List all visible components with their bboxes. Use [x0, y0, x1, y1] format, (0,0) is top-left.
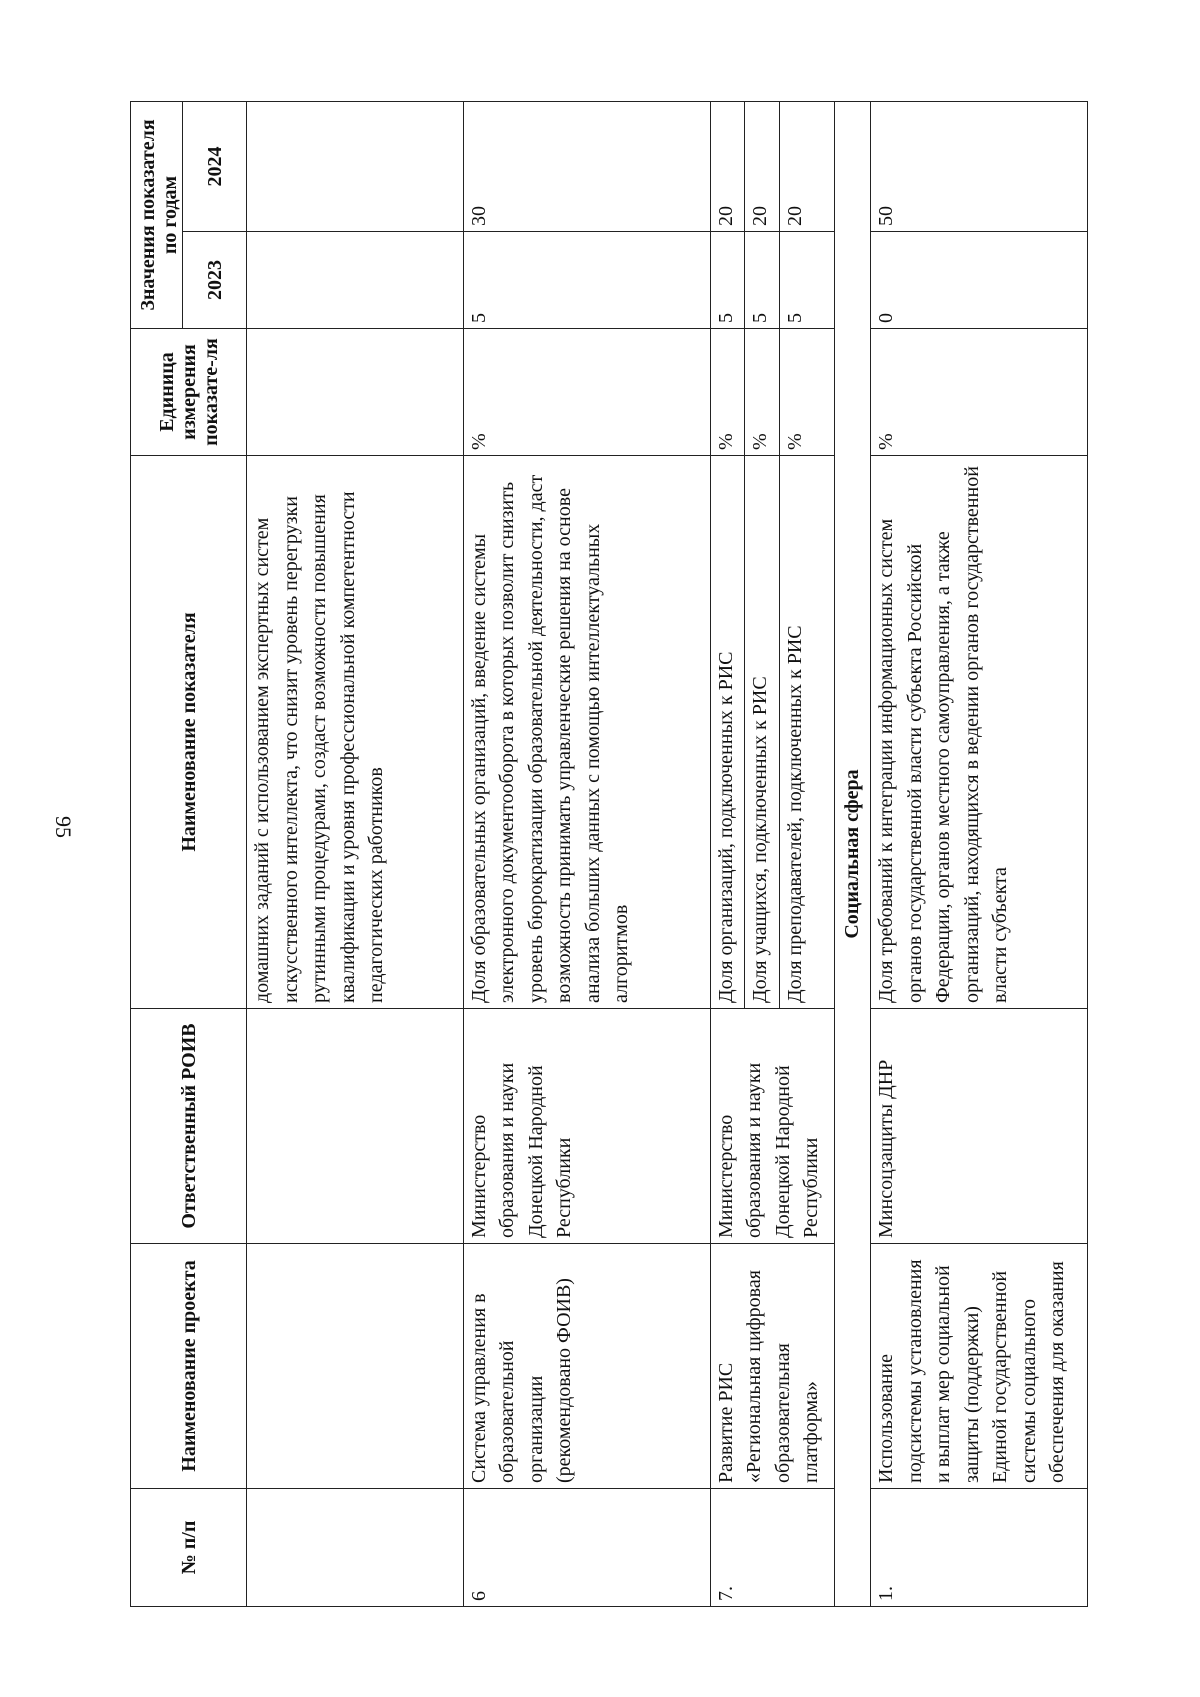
row-value-2023 [247, 232, 464, 329]
row-value-2024 [247, 102, 464, 232]
row-project [247, 1244, 464, 1489]
row-value-2023: 5 [780, 232, 835, 329]
table-row [710, 102, 745, 1607]
row-num: 7. [710, 1489, 834, 1607]
table-row [247, 102, 464, 1607]
row-value-2024: 50 [871, 102, 1088, 232]
row-unit: % [463, 329, 710, 456]
row-value-2024: 20 [780, 102, 835, 232]
row-value-2024: 20 [745, 102, 780, 232]
row-indicator: Доля организаций, подключенных к РИС [710, 456, 745, 1009]
row-indicator: домашних заданий с использованием экспертных систем искусственного интеллекта, что снизит уровень перегрузки рутинными процедурами, создаст возможности повышения квалификации и уровня профессиональной компетентности педагогических работников [247, 456, 464, 1009]
header-year-2024: 2024 [183, 102, 247, 232]
row-value-2023: 5 [745, 232, 780, 329]
row-unit: % [871, 329, 1088, 456]
row-unit [247, 329, 464, 456]
rotated-table-container [130, 102, 1088, 1607]
row-indicator: Доля учащихся, подключенных к РИС [745, 456, 780, 1009]
page-number: 95 [51, 816, 76, 838]
row-roiv [247, 1009, 464, 1244]
table-row [463, 102, 710, 1607]
header-roiv: Ответственный РОИВ [131, 1009, 247, 1244]
row-roiv: Минсоцзащиты ДНР [871, 1009, 1088, 1244]
row-value-2023: 5 [710, 232, 745, 329]
row-unit: % [745, 329, 780, 456]
indicators-table [130, 101, 1088, 1607]
row-value-2024: 30 [463, 102, 710, 232]
header-project: Наименование проекта [131, 1244, 247, 1489]
row-roiv: Министерство образования и науки Донецкой Народной Республики [710, 1009, 834, 1244]
row-unit: % [780, 329, 835, 456]
row-unit: % [710, 329, 745, 456]
row-num: 1. [871, 1489, 1088, 1607]
row-num [247, 1489, 464, 1607]
row-indicator: Доля преподавателей, подключенных к РИС [780, 456, 835, 1009]
section-title: Социальная сфера [834, 102, 870, 1607]
row-project: Система управления в образовательной организации (рекомендовано ФОИВ) [463, 1244, 710, 1489]
row-value-2023: 0 [871, 232, 1088, 329]
header-unit: Единица измерения показате-ля [131, 329, 247, 456]
row-project: Развитие РИС «Региональная цифровая образовательная платформа» [710, 1244, 834, 1489]
row-roiv: Министерство образования и науки Донецкой Народной Республики [463, 1009, 710, 1244]
header-year-2023: 2023 [183, 232, 247, 329]
header-num: № п/п [131, 1489, 247, 1607]
header-indicator: Наименование показателя [131, 456, 247, 1009]
row-project: Использование подсистемы установления и выплат мер социальной защиты (поддержки) Единой государственной системы социального обеспечения для оказания [871, 1244, 1088, 1489]
row-value-2024: 20 [710, 102, 745, 232]
row-indicator: Доля требований к интеграции информационных систем органов государственной власти субъекта Российской Федерации, органов местного самоуправления, а также организаций, находящихся в ведении органов государственной власти субъекта [871, 456, 1088, 1009]
section-row [834, 102, 870, 1607]
header-values: Значения показателя по годам [131, 102, 183, 329]
table-row [871, 102, 1088, 1607]
row-indicator: Доля образовательных организаций, введение системы электронного документооборота в которых позволит снизить уровень бюрократизации образовательной деятельности, даст возможность принимать управленческие решения на основе анализа больших данных с помощью интеллектуальных алгоритмов [463, 456, 710, 1009]
row-value-2023: 5 [463, 232, 710, 329]
row-num: 6 [463, 1489, 710, 1607]
